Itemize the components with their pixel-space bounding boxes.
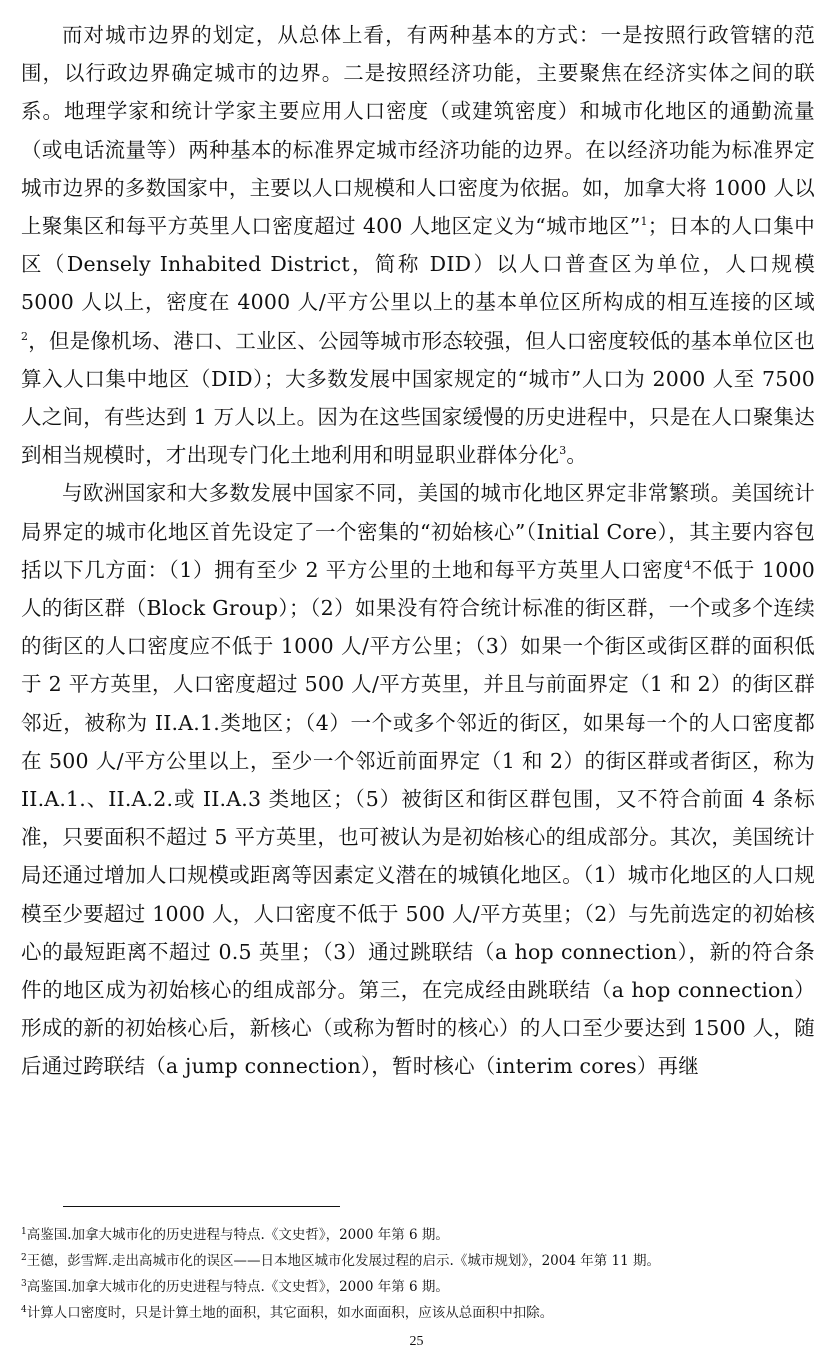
footnote-ref-4: 4: [684, 558, 692, 572]
footnotes: [21, 1222, 821, 1326]
text-run: 不低于 1000 人的街区群（Block Group）；（2）如果没有符合统计标准的街区群，一个或多个连续的街区的人口密度应不低于 1000 人/平方公里；（3）如果一个街区或街区群的面积低于 2 平方英里，人口密度超过 500 人/平方英里，并且与前面界定（1 和 2）的街区群邻近，被称为 II.A.1.类地区；（4）一个或多个邻近的街区，如果每一个的人口密度都在 500 人/平方公里以上，至少一个邻近前面界定（1 和 2）的街区群或者街区，称为 II.A.1.、II.A.2.或 II.A.3 类地区；（5）被街区和街区群包围，又不符合前面 4 条标准，只要面积不超过 5 平方英里，也可被认为是初始核心的组成部分。其次，美国统计局还通过增加人口规模或距离等因素定义潜在的城镇化地区。（1）城市化地区的人口规模至少要超过 1000 人，人口密度不低于 500 人/平方英里；（2）与先前选定的初始核心的最短距离不超过 0.5 英里；（3）通过跳联结（a hop connection），新的符合条件的地区成为初始核心的组成部分。第三，在完成经由跳联结（a hop connection）形成的新的初始核心后，新核心（或称为暂时的核心）的人口至少要达到 1500 人，随后通过跨联结（a jump connection），暂时核心（interim cores）再继: [21, 557, 815, 1079]
footnote-ref-3: 3: [559, 444, 567, 458]
footnote-separator: [63, 1206, 340, 1207]
footnote-text: 王德，彭雪辉.走出高城市化的误区——日本地区城市化发展过程的启示.《城市规划》，2004 年第 11 期。: [26, 1253, 660, 1269]
footnote-text: 高鉴国.加拿大城市化的历史进程与特点.《文史哲》，2000 年第 6 期。: [26, 1279, 449, 1295]
page-number: 25: [409, 1334, 424, 1349]
footnote-mark: 3: [21, 1279, 27, 1289]
footnote-mark: 2: [21, 1253, 27, 1263]
footnote-ref-1: 1: [640, 215, 648, 229]
footnote-3: [21, 1274, 821, 1300]
text-run: ，但是像机场、港口、工业区、公园等城市形态较强，但人口密度较低的基本单位区也算入人口集中地区（DID）；大多数发展中国家规定的“城市”人口为 2000 人至 7500 人之间，有些达到 1 万人以上。因为在这些国家缓慢的历史进程中，只是在人口聚集达到相当规模时，才出现专门化土地利用和明显职业群体分化: [21, 328, 815, 468]
footnote-1: [21, 1222, 821, 1248]
footnote-text: 计算人口密度时，只是计算土地的面积，其它面积，如水面面积，应该从总面积中扣除。: [26, 1305, 554, 1321]
footnote-mark: 1: [21, 1227, 27, 1237]
footnote-4: [21, 1300, 821, 1326]
body-text: [21, 16, 815, 1086]
footnote-mark: 4: [21, 1305, 27, 1315]
footnote-ref-2: 2: [21, 329, 29, 343]
paragraph-2: [21, 474, 815, 1085]
text-run: 与欧洲国家和大多数发展中国家不同，美国的城市化地区界定非常繁琐。美国统计局界定的城市化地区首先设定了一个密集的“初始核心”（Initial Core），其主要内容包括以下几方面：（1）拥有至少 2 平方公里的土地和每平方英里人口密度: [21, 481, 815, 582]
footnote-2: [21, 1248, 821, 1274]
text-run: 。: [566, 443, 588, 468]
paragraph-1: [21, 16, 815, 474]
text-run: ；日本的人口集中区（Densely Inhabited District，简称 DID）以人口普查区为单位，人口规模 5000 人以上，密度在 4000 人/平方公里以上的基本单位区所构成的相互连接的区域: [21, 214, 815, 315]
text-run: 而对城市边界的划定，从总体上看，有两种基本的方式：一是按照行政管辖的范围，以行政边界确定城市的边界。二是按照经济功能，主要聚焦在经济实体之间的联系。地理学家和统计学家主要应用人口密度（或建筑密度）和城市化地区的通勤流量（或电话流量等）两种基本的标准界定城市经济功能的边界。在以经济功能为标准界定城市边界的多数国家中，主要以人口规模和人口密度为依据。如，加拿大将 1000 人以上聚集区和每平方英里人口密度超过 400 人地区定义为“城市地区”: [21, 23, 815, 239]
footnote-text: 高鉴国.加拿大城市化的历史进程与特点.《文史哲》，2000 年第 6 期。: [26, 1227, 449, 1243]
